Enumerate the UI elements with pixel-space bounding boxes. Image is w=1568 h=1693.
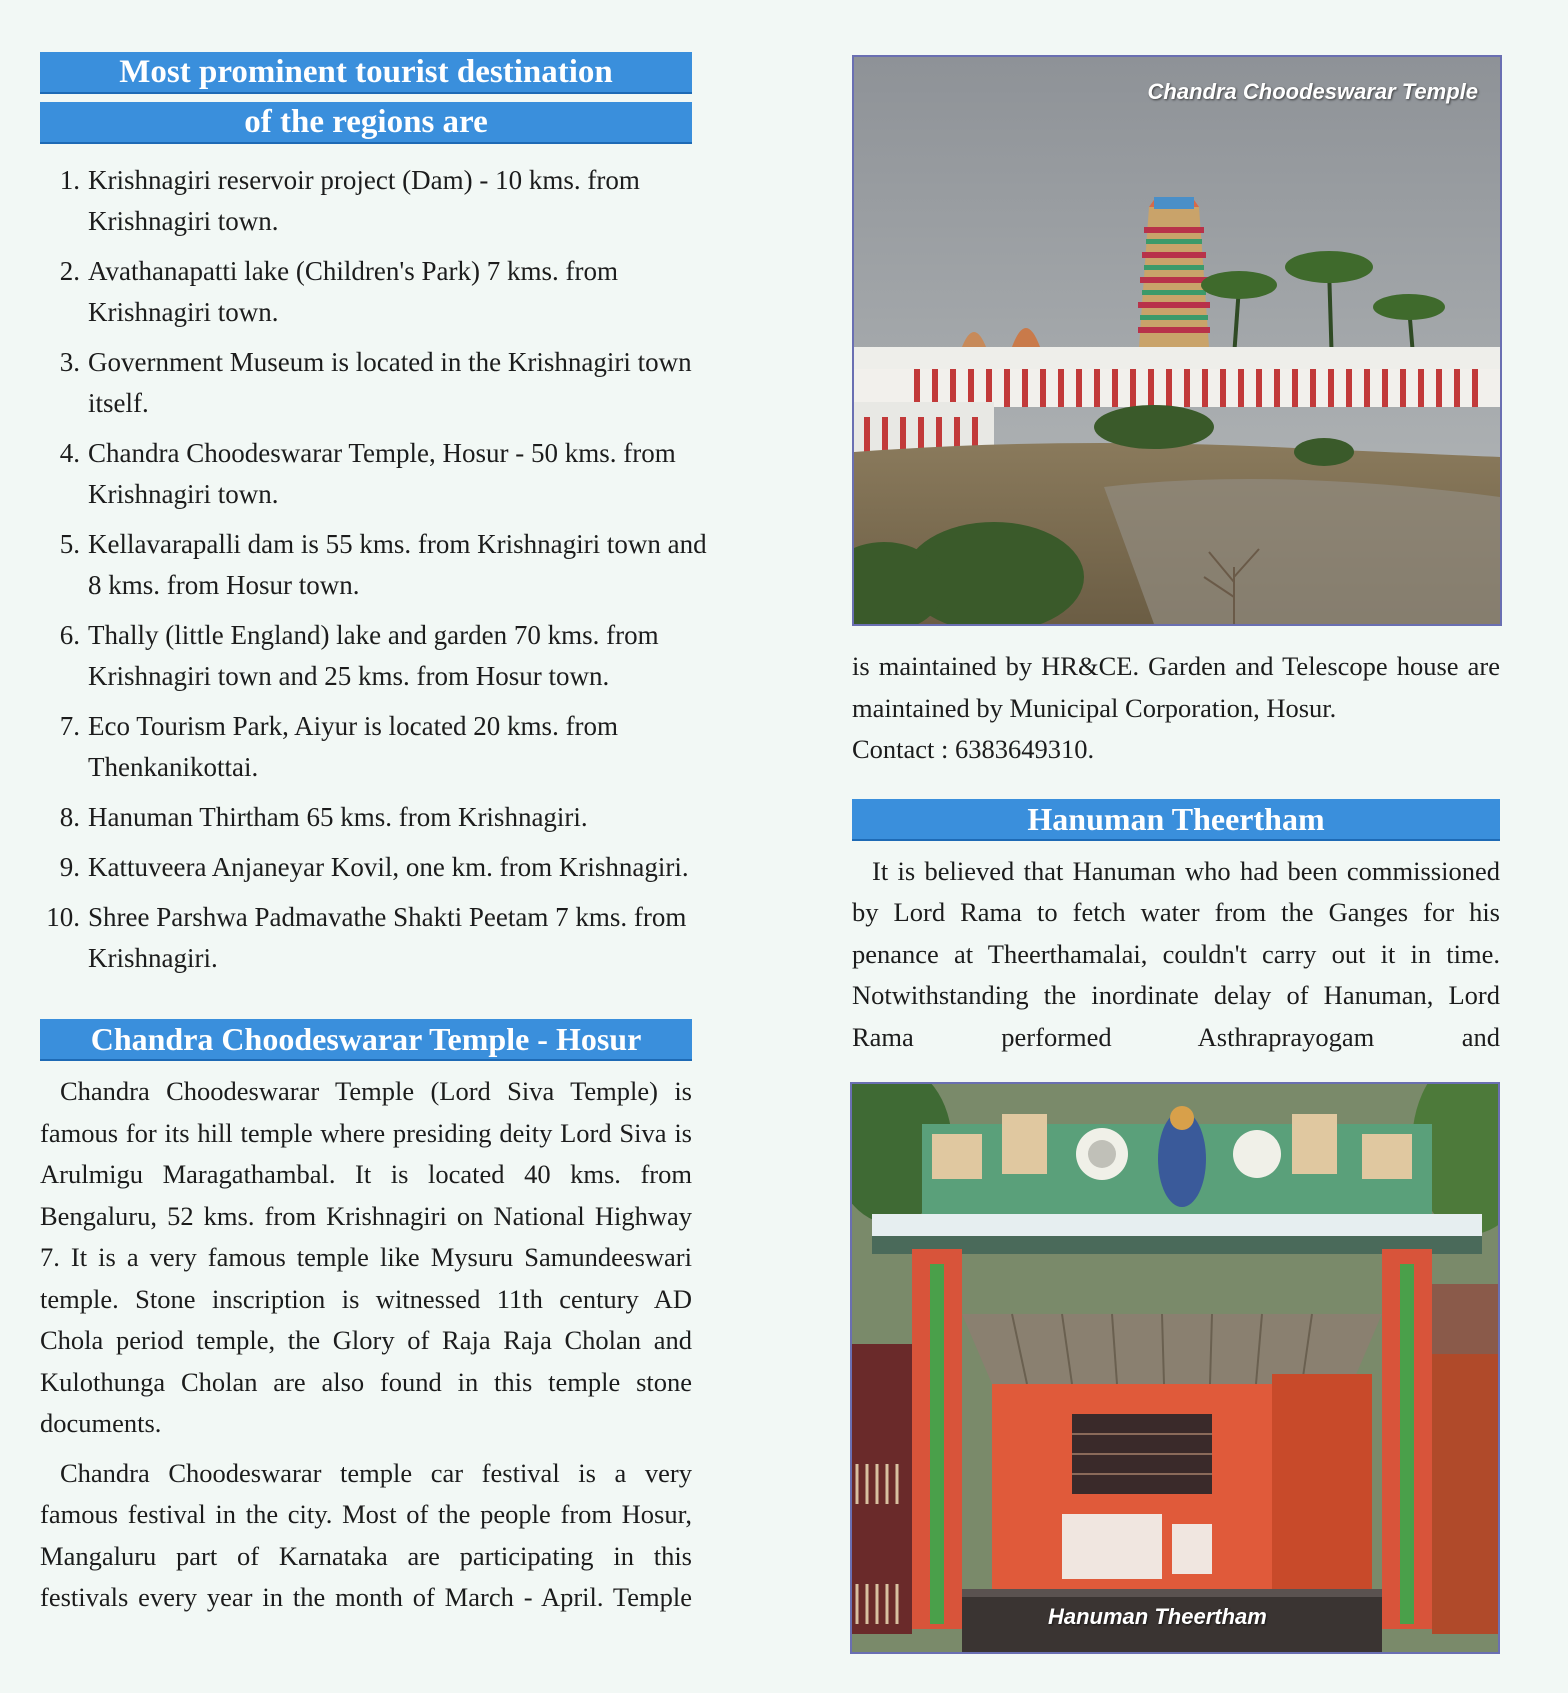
list-item: [40, 897, 724, 979]
list-item-number: 9.: [59, 852, 80, 882]
list-item-text: Chandra Choodeswarar Temple, Hosur - 50 kms. from Krishnagiri town.: [88, 438, 676, 509]
list-item-text: Shree Parshwa Padmavathe Shakti Peetam 7 kms. from Krishnagiri.: [88, 902, 687, 973]
temple-paragraph-2: Chandra Choodeswarar temple car festival is a very famous festival in the city. Most of the people from Hosur, Mangaluru part of Karnataka are participating in this festivals every year in the month of March - April. Temple: [40, 1457, 692, 1612]
list-item-number: 3.: [59, 347, 80, 377]
temple-illustration: [854, 57, 1500, 624]
list-item: [40, 797, 724, 838]
list-item-text: Thally (little England) lake and garden 70 kms. from Krishnagiri town and 25 kms. from Hosur town.: [88, 620, 659, 691]
hanuman-section-heading: Hanuman Theertham: [852, 799, 1500, 841]
temple-photo: [852, 55, 1502, 626]
left-column: [40, 52, 707, 1619]
list-item-number: 1.: [59, 165, 80, 195]
list-item-text: Government Museum is located in the Krishnagiri town itself.: [88, 347, 692, 418]
hanuman-shrine-illustration: [852, 1084, 1498, 1652]
list-item-number: 2.: [59, 256, 80, 286]
contact-text: Contact : 6383649310.: [852, 734, 1095, 764]
list-item-number: 4.: [59, 438, 80, 468]
list-item-text: Kellavarapalli dam is 55 kms. from Krishnagiri town and 8 kms. from Hosur town.: [88, 529, 707, 600]
temple-photo-caption: Chandra Choodeswarar Temple: [1147, 79, 1478, 104]
list-item: [40, 251, 724, 333]
list-item: [40, 160, 724, 242]
list-item-number: 10.: [46, 902, 80, 932]
list-item: [40, 706, 724, 788]
destinations-heading-line1: Most prominent tourist destination: [40, 52, 692, 94]
list-item: [40, 615, 724, 697]
temple-paragraph-1: Chandra Choodeswarar Temple (Lord Siva Temple) is famous for its hill temple where presiding deity Lord Siva is Arulmigu Maragathambal. It is located 40 kms. from Bengaluru, 52 kms. from Krishnagiri on National Highway 7. It is a very famous temple like Mysuru Samundeeswari temple. Stone inscription is witnessed 11th century AD Chola period temple, the Glory of Raja Raja Cholan and Kulothunga Cholan are also found in this temple stone documents.: [40, 1076, 692, 1438]
list-item-text: Hanuman Thirtham 65 kms. from Krishnagiri.: [88, 802, 588, 832]
list-item: [40, 342, 724, 424]
list-item: [40, 524, 724, 606]
list-item-number: 8.: [59, 802, 80, 832]
list-item-text: Eco Tourism Park, Aiyur is located 20 kms. from Thenkanikottai.: [88, 711, 619, 782]
destinations-heading-line2: of the regions are: [40, 102, 692, 144]
list-item-number: 6.: [59, 620, 80, 650]
right-column: [852, 55, 1502, 1654]
list-item-text: Avathanapatti lake (Children's Park) 7 kms. from Krishnagiri town.: [88, 256, 618, 327]
hanuman-paragraph: It is believed that Hanuman who had been commissioned by Lord Rama to fetch water from the Ganges for his penance at Theerthamalai, couldn't carry out it in time. Notwithstanding the inordinate delay of Hanuman, Lord Rama performed Asthraprayogam and: [852, 855, 1500, 1052]
list-item-text: Krishnagiri reservoir project (Dam) - 10 kms. from Krishnagiri town.: [88, 165, 640, 236]
continuation-paragraph: is maintained by HR&CE. Garden and Telescope house are maintained by Municipal Corporation, Hosur.: [852, 651, 1500, 723]
temple-section-heading: Chandra Choodeswarar Temple - Hosur: [40, 1019, 692, 1061]
hanuman-photo-caption: Hanuman Theertham: [1048, 1604, 1267, 1629]
list-item: [40, 433, 724, 515]
list-item-number: 7.: [59, 711, 80, 741]
list-item-text: Kattuveera Anjaneyar Kovil, one km. from Krishnagiri.: [88, 852, 689, 882]
list-item-number: 5.: [59, 529, 80, 559]
destinations-list: [40, 160, 707, 979]
hanuman-photo: [850, 1082, 1500, 1654]
list-item: [40, 847, 724, 888]
